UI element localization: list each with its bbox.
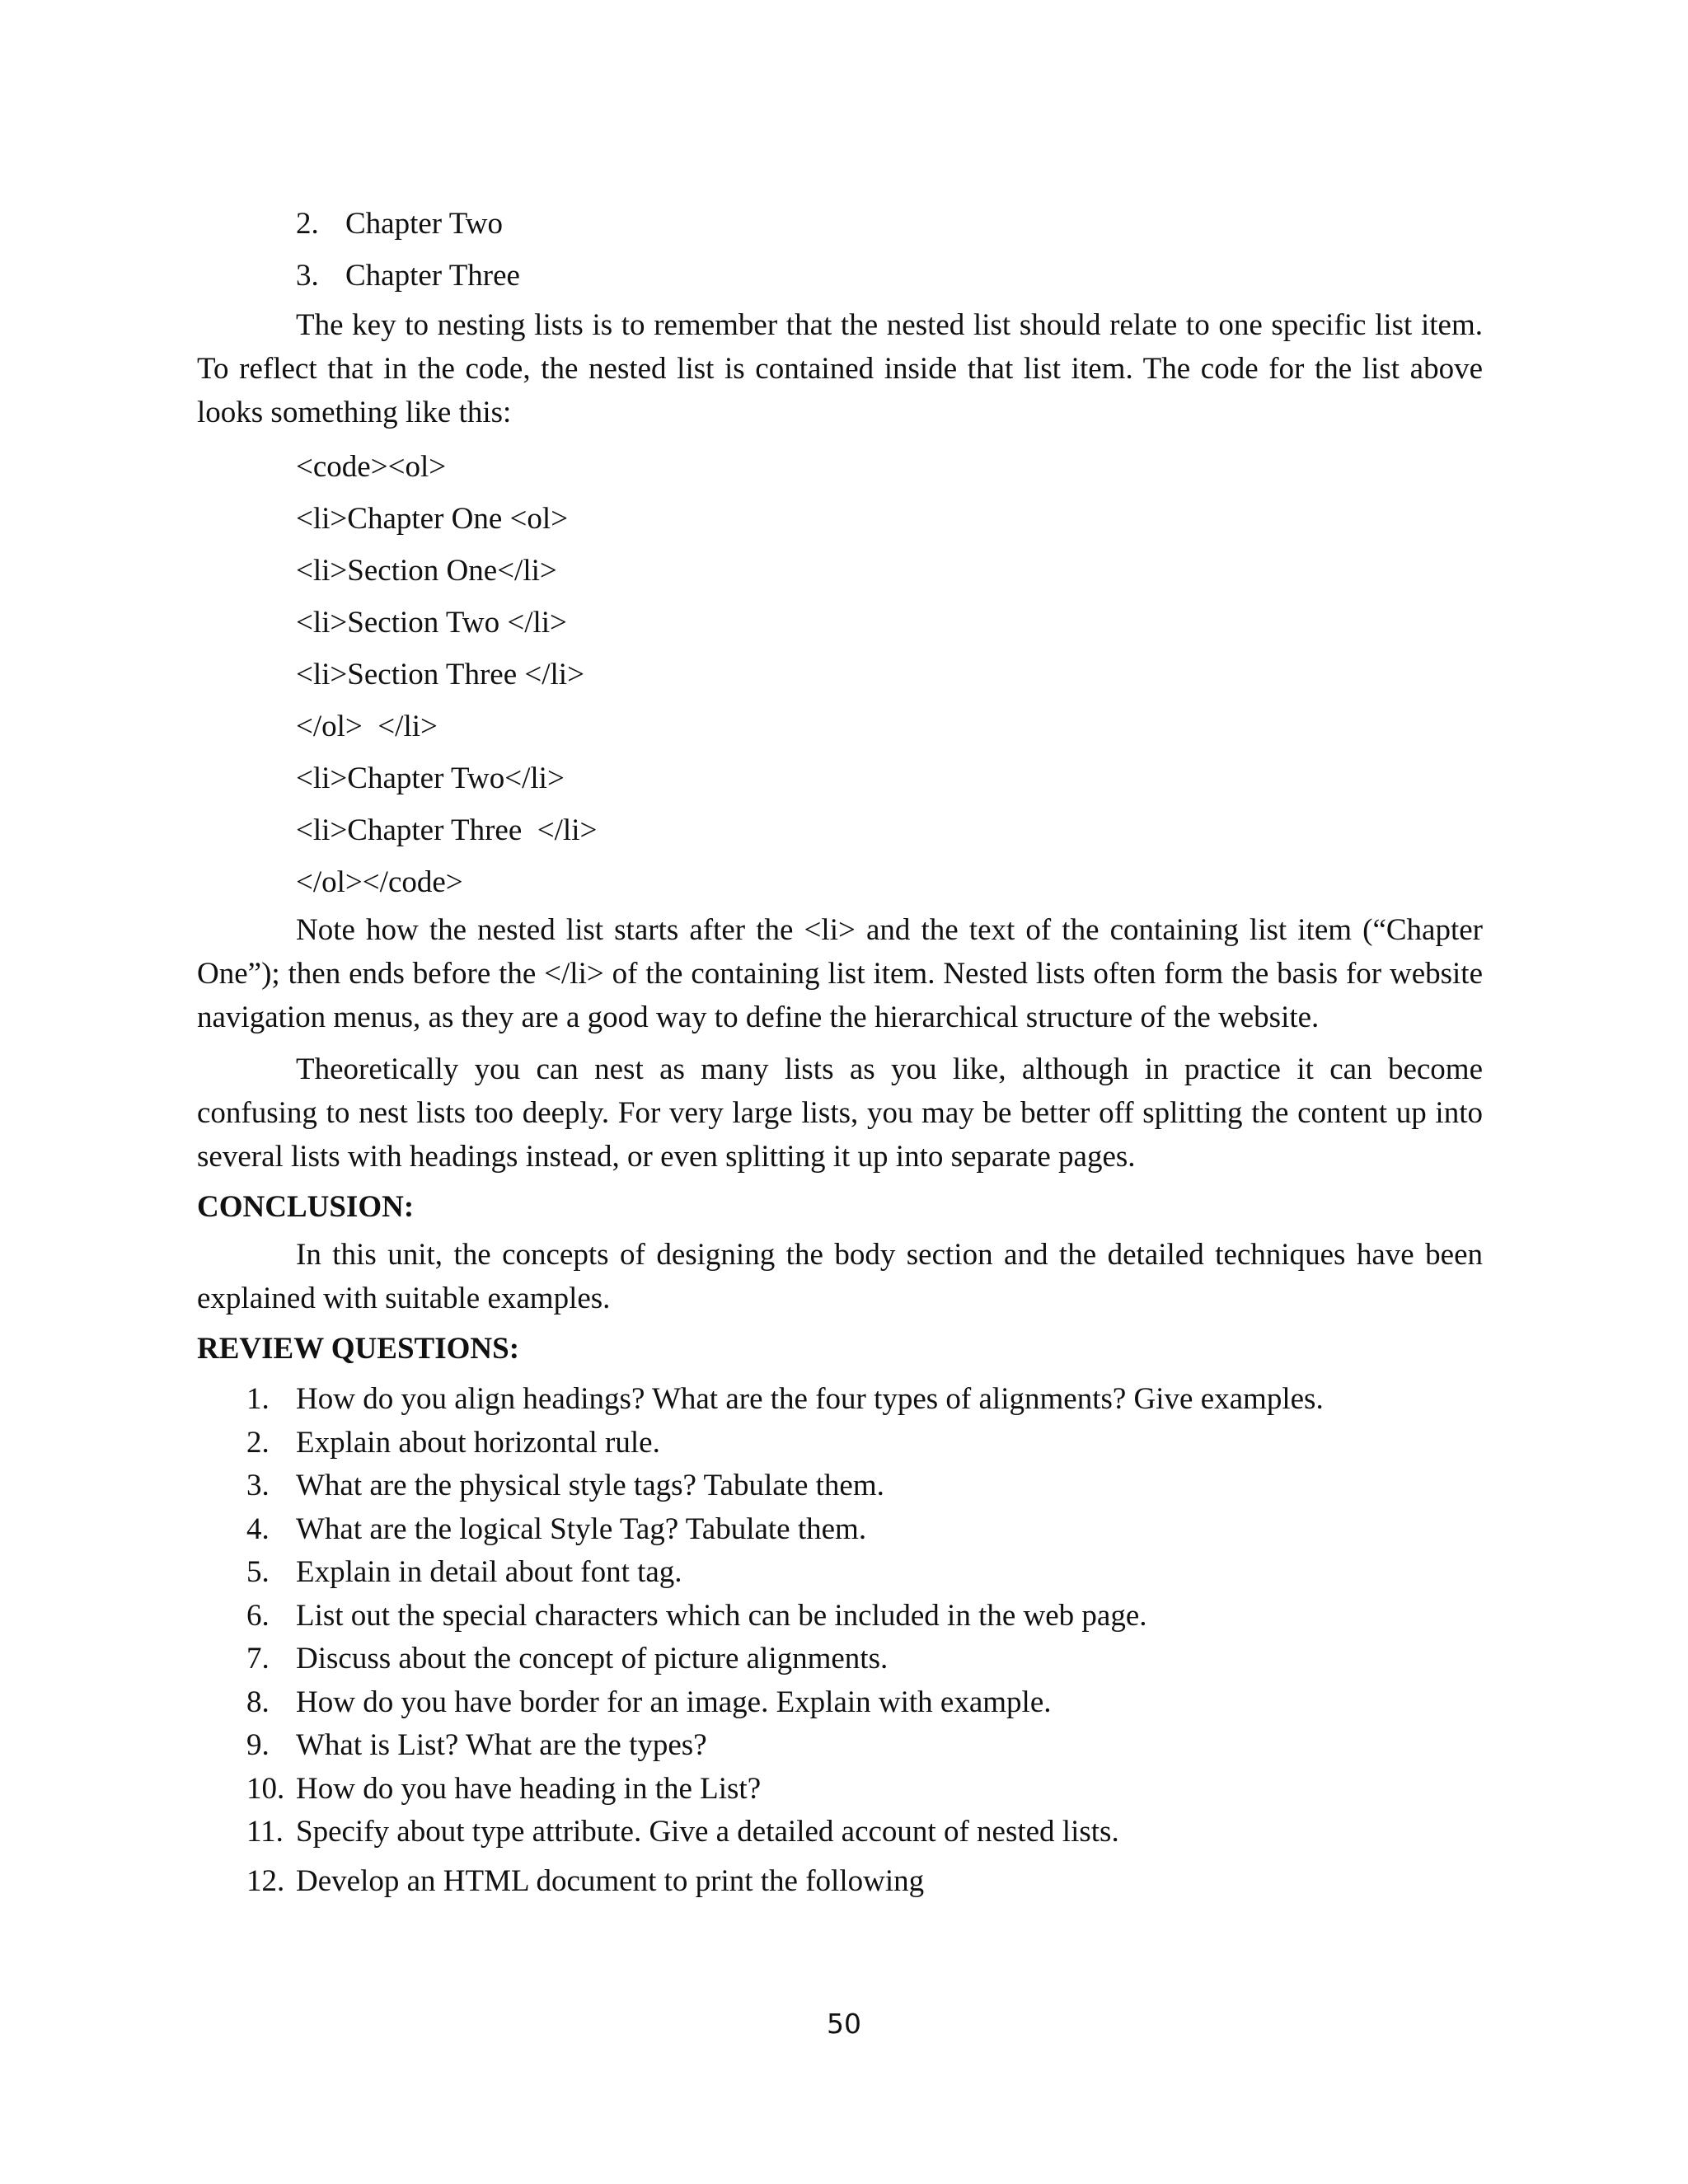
question-number: 6. [246, 1598, 270, 1633]
question-text: Discuss about the concept of picture alignments. [296, 1642, 889, 1675]
question-number: 3. [246, 1469, 270, 1502]
code-line: <li>Section Three </li> [296, 658, 584, 691]
question-item [246, 1811, 1483, 1854]
question-number: 12. [246, 1863, 285, 1898]
question-text: What are the logical Style Tag? Tabulate them. [296, 1511, 867, 1546]
list-item-number: 2. [296, 207, 319, 241]
question-text: Develop an HTML document to print the following [296, 1863, 925, 1898]
page-number: 50 [827, 2008, 861, 2040]
question-item [246, 1465, 1483, 1508]
code-line: <code><ol> [296, 450, 447, 484]
question-number: 1. [246, 1382, 270, 1416]
question-item [246, 1768, 1483, 1811]
question-number: 11. [246, 1815, 284, 1849]
paragraph-theoretically: Theoretically you can nest as many lists as you like, although in practice it can become confusing to nest lists too deeply. For very large lists, you may be better off splitting the content up into several lists with headings instead, or even splitting it up into separate pages. [197, 1052, 1483, 1174]
list-item [197, 198, 1483, 250]
page-content [197, 198, 1483, 1906]
paragraph-conclusion: In this unit, the concepts of designing the body section and the detailed techniques have been explained with suitable examples. [197, 1238, 1483, 1315]
question-item [246, 1508, 1483, 1552]
question-text: How do you align headings? What are the four types of alignments? Give examples. [296, 1382, 1324, 1416]
question-item [246, 1638, 1483, 1681]
code-line: </ol> </li> [296, 710, 438, 743]
heading-conclusion: CONCLUSION: [197, 1190, 415, 1224]
question-item [246, 1378, 1483, 1422]
question-item [246, 1681, 1483, 1725]
question-text: How do you have heading in the List? [296, 1771, 762, 1806]
question-text: List out the special characters which can be included in the web page. [296, 1598, 1147, 1633]
code-line: <li>Chapter Three </li> [296, 813, 598, 847]
paragraph-note: Note how the nested list starts after the <li> and the text of the containing list item (“Chapter One”); then ends before the </li> of the containing list item. Nested lists often form the basis for website navigation menus, as they are a good way to define the hierarchical structure of the website. [197, 913, 1483, 1034]
question-number: 10. [246, 1771, 285, 1806]
question-item [246, 1595, 1483, 1638]
list-item-text: Chapter Two [345, 207, 503, 241]
question-number: 8. [246, 1685, 270, 1719]
code-line: <li>Section One</li> [296, 554, 557, 588]
code-line: <li>Chapter One <ol> [296, 502, 569, 536]
question-item [246, 1724, 1483, 1768]
code-line: <li>Chapter Two</li> [296, 762, 565, 795]
code-line: <li>Section Two </li> [296, 606, 567, 640]
question-text: Specify about type attribute. Give a detailed account of nested lists. [296, 1815, 1119, 1849]
question-item [246, 1422, 1483, 1465]
question-text: How do you have border for an image. Explain with example. [296, 1685, 1052, 1719]
question-text: What are the physical style tags? Tabulate them. [296, 1469, 884, 1502]
question-item [246, 1551, 1483, 1595]
list-item-text: Chapter Three [345, 259, 520, 293]
list-item [197, 250, 1483, 302]
question-number: 4. [246, 1511, 270, 1546]
question-text: Explain in detail about font tag. [296, 1555, 682, 1589]
question-text: What is List? What are the types? [296, 1728, 707, 1762]
question-number: 5. [246, 1555, 270, 1589]
paragraph-nesting-intro: The key to nesting lists is to remember that the nested list should relate to one specific list item. To reflect that in the code, the nested list is contained inside that list item. The code for the list above looks something like this: [197, 308, 1483, 429]
question-number: 2. [246, 1425, 270, 1460]
list-item-number: 3. [296, 259, 319, 293]
question-number: 9. [246, 1728, 270, 1762]
heading-review-questions: REVIEW QUESTIONS: [197, 1332, 520, 1366]
question-item [246, 1854, 1483, 1906]
review-questions-list [197, 1378, 1483, 1906]
question-text: Explain about horizontal rule. [296, 1425, 660, 1460]
code-line: </ol></code> [296, 865, 463, 899]
question-number: 7. [246, 1642, 270, 1675]
code-example [197, 441, 1483, 908]
